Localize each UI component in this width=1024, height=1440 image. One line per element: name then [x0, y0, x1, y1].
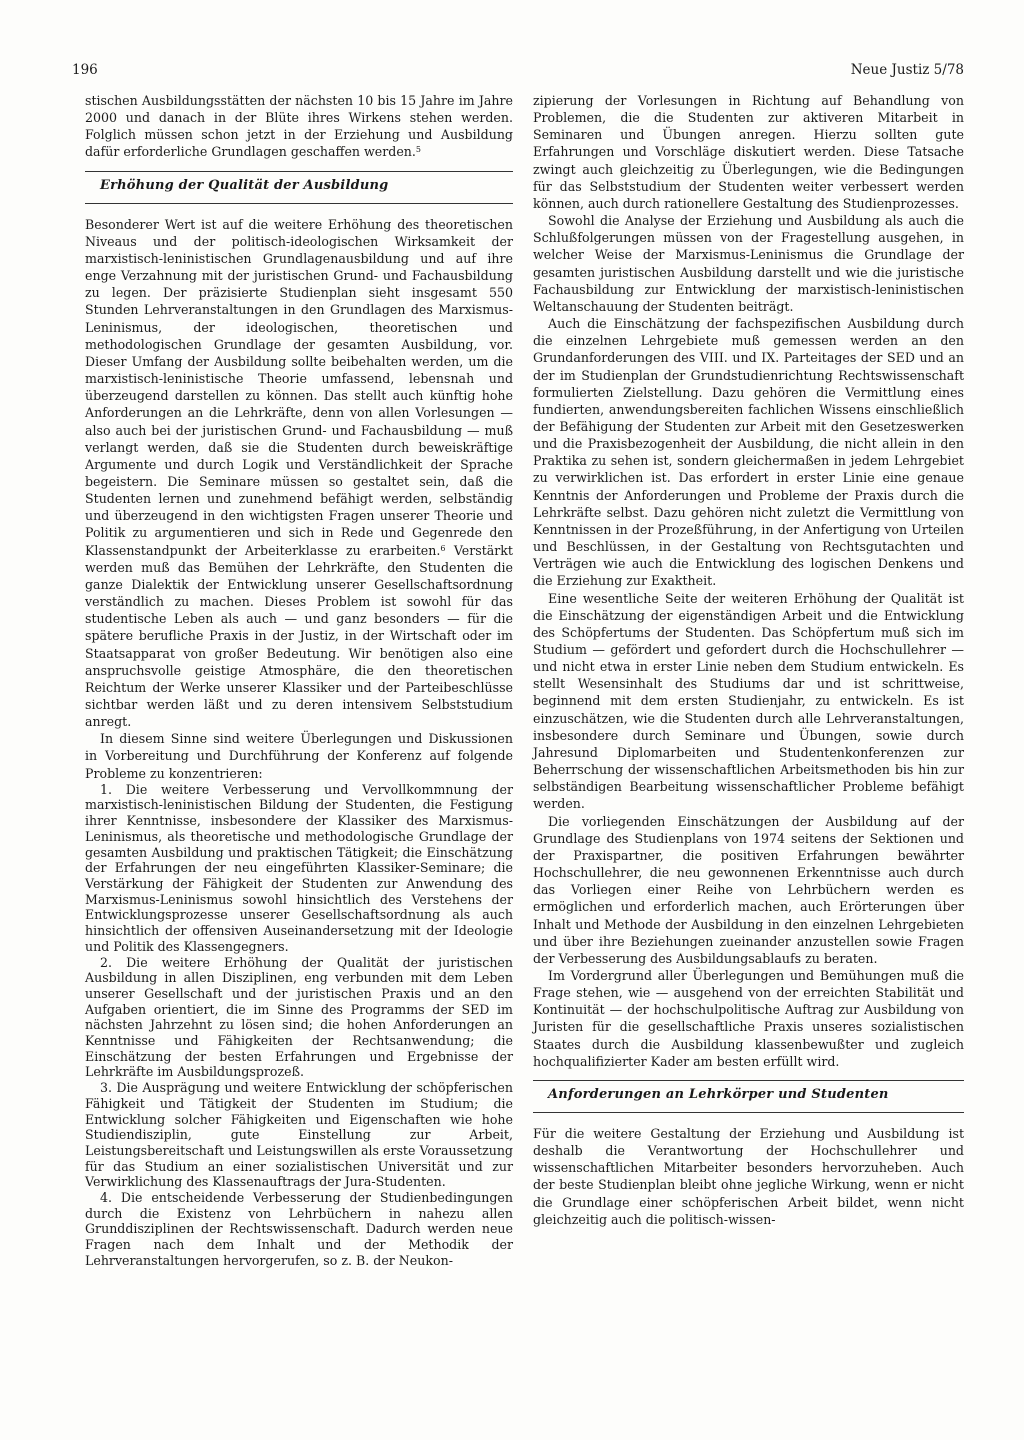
- body-paragraph: Auch die Einschätzung der fachspezifischen Ausbildung durch die einzelnen Lehrgebiete muß gemessen werden an den Grundanforderungen des VIII. und IX. Parteitages der SED und an der im Studienplan der Grundstudienrichtung Rechtswissenschaft formulierten Zielstellung. Dazu gehören die Vermittlung eines fundierten, anwendungsbereiten fachlichen Wissens einschließlich der Befähigung der Studenten zur Arbeit mit den Gesetzeswerken und die Praxisbezogenheit der Ausbildung, die nicht allein in den Praktika zu sehen ist, sondern gleichermaßen in jedem Lehrgebiet zu verwirklichen ist. Das erfordert in erster Linie eine genaue Kenntnis der Anforderungen und Probleme der Praxis durch die Lehrkräfte selbst. Dazu gehören nicht zuletzt die Vermittlung von Kenntnissen in der Prozeßführung, in der Anfertigung von Urteilen und Beschlüssen, in der Gestaltung von Rechtsgutachten und Verträgen wie auch die Entwicklung des logischen Denkens und die Erziehung zur Exaktheit.: [533, 316, 964, 589]
- list-item: 4. Die entscheidende Verbesserung der Studienbedingungen durch die Existenz von Lehrbüchern in nahezu allen Grunddisziplinen der Rechtswissenschaft. Dadurch werden neue Fragen nach dem Inhalt und der Methodik der Lehrveranstaltungen hervorgerufen, so z. B. der Neukon-: [85, 1190, 513, 1268]
- body-paragraph: Im Vordergrund aller Überlegungen und Bemühungen muß die Frage stehen, wie — ausgehend von der erreichten Stabilität und Kontinuität — der hochschulpolitische Auftrag zur Ausbildung von Juristen für die gesellschaftliche Praxis unseres sozialistischen Staates durch die Ausbildung klassenbewußter und zugleich hochqualifizierter Kader am besten erfüllt wird.: [533, 967, 964, 1069]
- body-paragraph: Die vorliegenden Einschätzungen der Ausbildung auf der Grundlage des Studienplans von 1974 seitens der Sektionen und der Praxispartner, die positiven Erfahrungen bewährter Hochschullehrer, die neu gewonnenen Erkenntnisse auch durch das Vorliegen einer Reihe von Lehrbüchern werden es ermöglichen und erforderlich machen, auch Erörterungen über Inhalt und Methode der Ausbildung in den einzelnen Lehrgebieten und über ihre Beziehungen zueinander anzustellen sowie Fragen der Verbesserung des Ausbildungsablaufs zu beraten.: [533, 813, 964, 966]
- footnote-ref-6: 6: [440, 543, 446, 553]
- intro-paragraph: [85, 92, 513, 161]
- body-paragraph: zipierung der Vorlesungen in Richtung auf Behandlung von Problemen, die die Studenten zur aktiveren Mitarbeit in Seminaren und Übungen anregen. Hierzu sollten gute Erfahrungen und Vorschläge diskutiert werden. Diese Tatsache zwingt auch gleichzeitig zu Überlegungen, wie die Bedingungen für das Selbststudium der Studenten weiter verbessert werden können, auch durch rationellere Gestaltung des Studienprozesses.: [533, 93, 964, 211]
- section-heading-block: [85, 171, 513, 204]
- body-paragraph: Sowohl die Analyse der Erziehung und Ausbildung als auch die Schlußfolgerungen müssen von der Fragestellung ausgehen, in welcher Weise der Marxismus-Leninismus die Grundlage der gesamten juristischen Ausbildung darstellt und wie die juristische Fachausbildung zur Entwicklung der marxistisch-leninistischen Weltanschauung der Studenten beiträgt.: [533, 213, 964, 314]
- body-paragraph: Eine wesentliche Seite der weiteren Erhöhung der Qualität ist die Einschätzung der eigenständigen Arbeit und die Entwicklung des Schöpfertums der Studenten. Das Schöpfertum muß sich im Studium — gefördert und gefordert durch die Hochschullehrer — und nicht etwa in erster Linie neben dem Studium entwickeln. Es stellt Wesensinhalt des Studiums dar und ist schrittweise, beginnend mit dem ersten Studienjahr, zu entwickeln. Es ist einzuschätzen, wie die Studenten durch alle Lehrveranstaltungen, insbesondere durch Seminare und Übungen, sowie durch Jahresund Diplomarbeiten und Studentenkonferenzen zur Beherrschung der wissenschaftlichen Arbeitsmethoden bis hin zur selbständigen Bearbeitung wissenschaftlicher Probleme befähigt werden.: [533, 590, 964, 812]
- footnote-ref-5: 5: [415, 145, 421, 155]
- body-paragraph: [85, 216, 513, 731]
- intro-text: stischen Ausbildungsstätten der nächsten 10 bis 15 Jahre im Jahre 2000 und danach in der Blüte ihres Wirkens stehen werden. Folglich müssen schon jetzt in der Erziehung und Ausbildung dafür erforderliche Grundlagen geschaffen werden.: [85, 93, 513, 160]
- right-column: [533, 92, 964, 1228]
- page-header: [72, 60, 964, 80]
- left-column: [85, 92, 513, 1269]
- list-item: 3. Die Ausprägung und weitere Entwicklung der schöpferischen Fähigkeit und Tätigkeit der Studenten im Studium; die Entwicklung solcher Fähigkeiten und Eigenschaften wie hohe Studiendisziplin, gute Einstellung zur Arbeit, Leistungsbereitschaft und Leistungswillen als erste Voraussetzung für das Studium an einer sozialistischen Universität und zur Verwirklichung des Klassenauftrags der Jura-Studenten.: [85, 1080, 513, 1190]
- section-heading-requirements: Anforderungen an Lehrkörper und Studenten: [548, 1086, 889, 1102]
- body-paragraph: Für die weitere Gestaltung der Erziehung und Ausbildung ist deshalb die Verantwortung der Hochschullehrer und wissenschaftlichen Mitarbeiter besonders hervorzuheben. Auch der beste Studienplan bleibt ohne jegliche Wirkung, wenn er nicht die Grundlage einer schöpferischen Arbeit bildet, wenn nicht gleichzeitig auch die politisch-wissen-: [533, 1125, 964, 1227]
- page-number: 196: [72, 62, 98, 78]
- paragraph-text: Verstärkt werden muß das Bemühen der Lehrkräfte, den Studenten die ganze Dialektik der Entwicklung unserer Gesellschaftsordnung verständlich zu machen. Dieses Problem ist sowohl für das studentische Leben als auch — und ganz besonders — für die spätere berufliche Praxis in der Justiz, in der Wirtschaft oder im Staatsapparat von großer Bedeutung. Wir benötigen also eine anspruchsvolle geistige Atmosphäre, die den theoretischen Reichtum der Werke unserer Klassiker und der Parteibeschlüsse sichtbar werden läßt und zu deren intensivem Selbststudium anregt.: [85, 542, 513, 730]
- paragraph-text: Besonderer Wert ist auf die weitere Erhöhung des theoretischen Niveaus und der politisch-ideologischen Wirksamkeit der marxistisch-leninistischen Grundlagenausbildung und auf ihre enge Verzahnung mit der juristischen Grund- und Fachausbildung zu legen. Der präzisierte Studienplan sieht insgesamt 550 Stunden Lehrveranstaltungen in den Grundlagen des Marxismus-Leninismus, der ideologischen, theoretischen und methodologischen Grundlage der gesamten Ausbildung, vor. Dieser Umfang der Ausbildung sollte beibehalten werden, um die marxistisch-leninistische Theorie umfassend, lebensnah und überzeugend darstellen zu können. Das stellt auch künftig hohe Anforderungen an die Lehrkräfte, denn von allen Vorlesungen — also auch bei der juristischen Grund- und Fachausbildung — muß verlangt werden, daß sie die Studenten durch beweiskräftige Argumente und durch Logik und Verständlichkeit der Sprache begeistern. Die Seminare müssen so gestaltet sein, daß die Studenten lernen und zunehmend befähigt werden, selbständig und überzeugend in den wichtigsten Fragen unserer Theorie und Politik zu argumentieren und sich in Rede und Gegenrede den Klassenstandpunkt der Arbeiterklasse zu erarbeiten.: [85, 216, 513, 558]
- section-heading-block: [533, 1080, 964, 1113]
- body-paragraph: In diesem Sinne sind weitere Überlegungen und Diskussionen in Vorbereitung und Durchführung der Konferenz auf folgende Probleme zu konzentrieren:: [85, 731, 513, 781]
- section-heading-quality: Erhöhung der Qualität der Ausbildung: [100, 177, 389, 193]
- journal-issue: Neue Justiz 5/78: [850, 62, 964, 78]
- list-item: 2. Die weitere Erhöhung der Qualität der juristischen Ausbildung in allen Disziplinen, eng verbunden mit dem Leben unserer Gesellschaft und der juristischen Praxis und an den Aufgaben orientiert, die im Sinne des Programms der SED im nächsten Jahrzehnt zu lösen sind; die hohen Anforderungen an Kenntnisse und Fähigkeiten der Rechtsanwendung; die Einschätzung der besten Erfahrungen und Ergebnisse der Lehrkräfte im Ausbildungsprozeß.: [85, 954, 513, 1080]
- list-item: 1. Die weitere Verbesserung und Vervollkommnung der marxistisch-leninistischen Bildung der Studenten, die Festigung ihrer Kenntnisse, insbesondere der Klassiker des Marxismus-Leninismus, als theoretische und methodologische Grundlage der gesamten Ausbildung und praktischen Tätigkeit; die Einschätzung der Erfahrungen der neu eingeführten Klassiker-Seminare; die Verstärkung der Fähigkeit der Studenten zur Anwendung des Marxismus-Leninismus sowohl hinsichtlich des Verstehens der Entwicklungsprozesse unserer Gesellschaftsordnung als auch hinsichtlich der offensiven Auseinandersetzung mit der Ideologie und Politik des Klassengegners.: [85, 781, 513, 954]
